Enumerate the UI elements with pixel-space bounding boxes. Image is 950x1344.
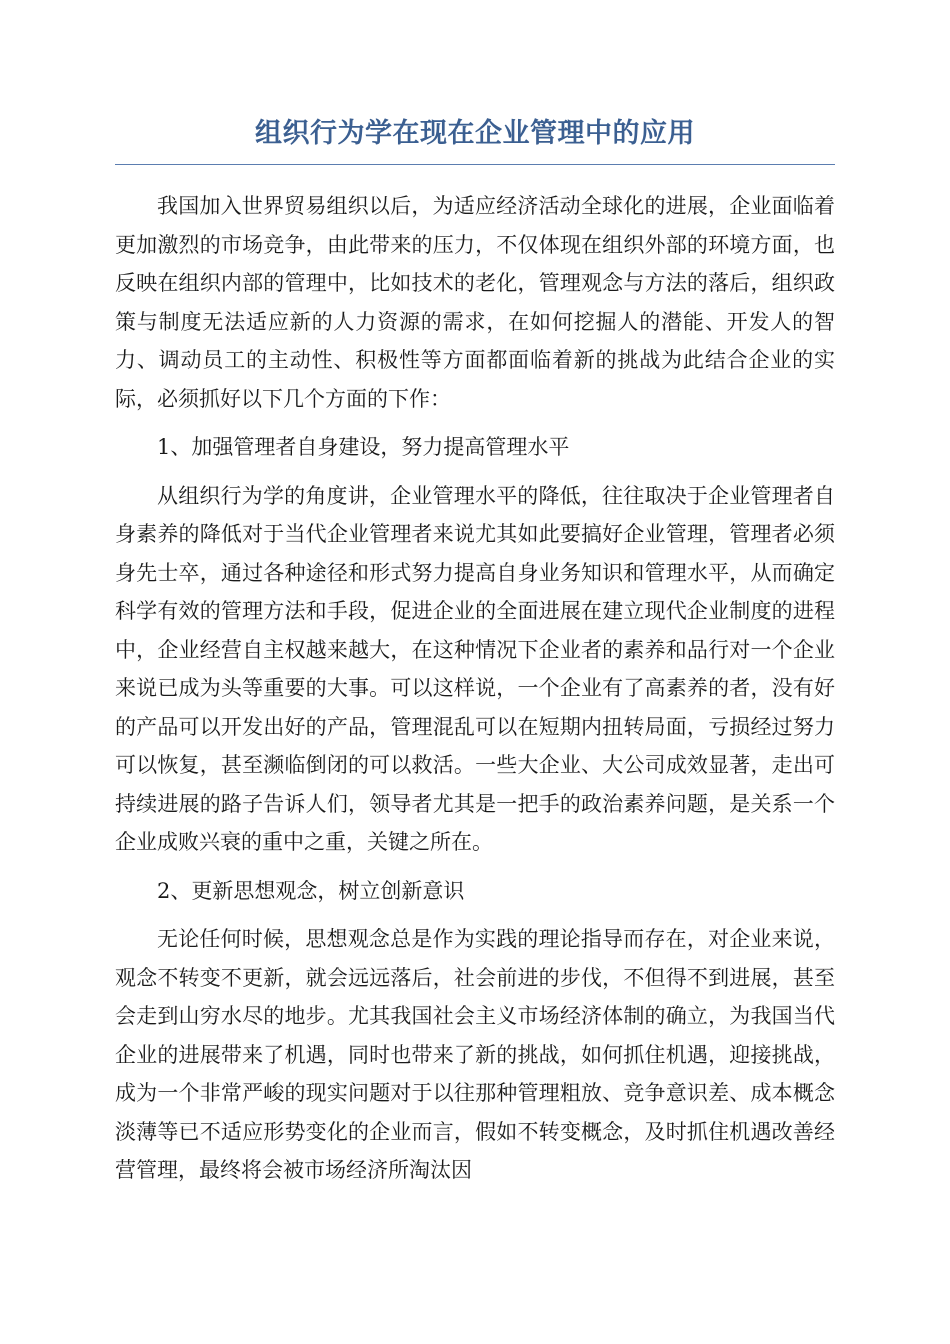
document-title: 组织行为学在现在企业管理中的应用 (255, 118, 695, 149)
section-heading-1: 1、加强管理者自身建设，努力提高管理水平 (157, 435, 570, 459)
document-page (115, 100, 835, 1190)
title-underline (115, 164, 835, 165)
section-heading-2: 2、更新思想观念，树立创新意识 (157, 878, 465, 903)
intro-paragraph: 我国加入世界贸易组织以后，为适应经济活动全球化的进展，企业面临着更加激烈的市场竞争，由此带来的压力，不仅体现在组织外部的环境方面，也反映在组织内部的管理中，比如技术的老化，管理观念与方法的落后，组织政策与制度无法适应新的人力资源的需求，在如何挖掘人的潜能、开发人的智力、调动员工的主动性、积极性等方面都面临着新的挑战为此结合企业的实际，必须抓好以下几个方面的下作： (115, 194, 835, 411)
section-2-paragraph: 无论任何时候，思想观念总是作为实践的理论指导而存在，对企业来说，观念不转变不更新，就会远远落后，社会前进的步伐，不但得不到进展，甚至会走到山穷水尽的地步。尤其我国社会主义市场经济体制的确立，为我国当代企业的进展带来了机遇，同时也带来了新的挑战，如何抓住机遇，迎接挑战，成为一个非常严峻的现实问题对于以往那种管理粗放、竞争意识差、成本概念淡薄等已不适应形势变化的企业而言，假如不转变概念，及时抓住机遇改善经营管理，最终将会被市场经济所淘汰因 (115, 927, 835, 1182)
section-1-paragraph: 从组织行为学的角度讲，企业管理水平的降低，往往取决于企业管理者自身素养的降低对于当代企业管理者来说尤其如此要搞好企业管理，管理者必须身先士卒，通过各种途径和形式努力提高自身业务知识和管理水平，从而确定科学有效的管理方法和手段，促进企业的全面进展在建立现代企业制度的进程中，企业经营自主权越来越大，在这种情况下企业者的素养和品行对一个企业来说已成为头等重要的大事。可以这样说，一个企业有了高素养的者，没有好的产品可以开发出好的产品，管理混乱可以在短期内扭转局面，亏损经过努力可以恢复，甚至濒临倒闭的可以救活。一些大企业、大公司成效显著，走出可持续进展的路子告诉人们，领导者尤其是一把手的政治素养问题，是关系一个企业成败兴衰的重中之重，关键之所在。 (115, 483, 835, 854)
